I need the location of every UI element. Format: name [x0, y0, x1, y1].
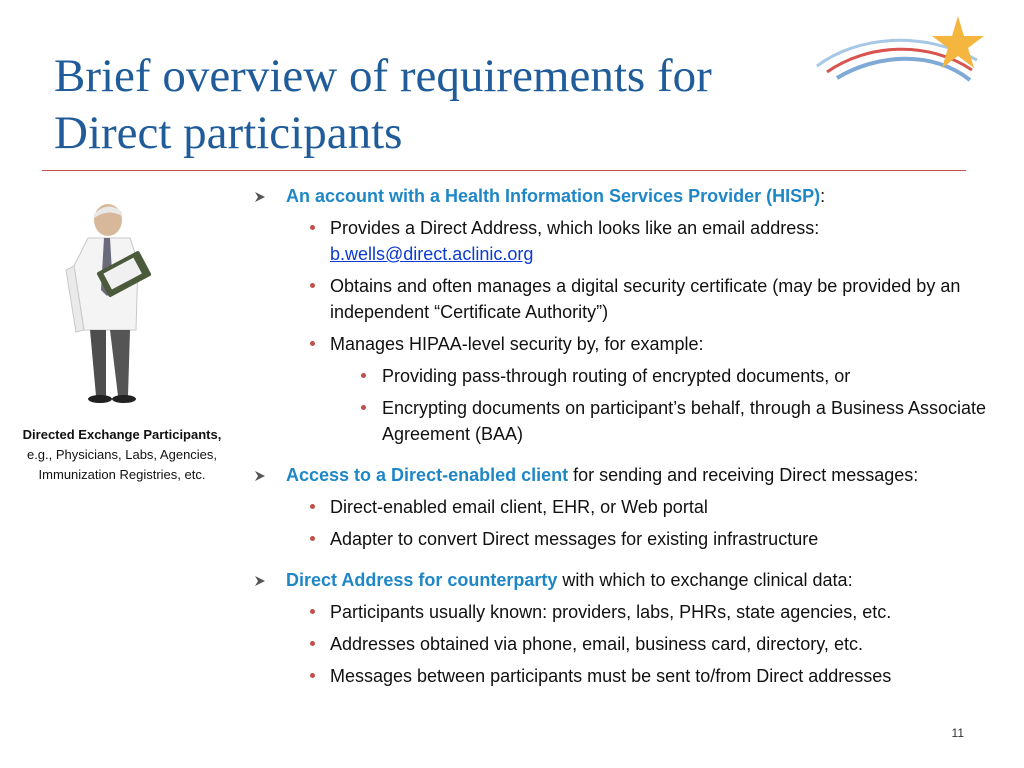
bullet-dot-icon [361, 373, 366, 378]
bullet-dot-icon [361, 405, 366, 410]
section-hisp-account [254, 183, 1014, 447]
section-heading [254, 567, 1014, 593]
heading-accent: Access to a Direct-enabled client [286, 465, 569, 485]
arrow-bullet-icon [254, 470, 266, 482]
slide-title [54, 48, 884, 162]
list-item [254, 215, 1014, 267]
bullet-dot-icon [310, 341, 315, 346]
list-item-text: Participants usually known: providers, labs, PHRs, state agencies, etc. [330, 602, 892, 622]
list-item-text: Adapter to convert Direct messages for existing infrastructure [330, 529, 819, 549]
bullet-dot-icon [310, 673, 315, 678]
bullet-dot-icon [310, 225, 315, 230]
sub-list-item-text: Encrypting documents on participant’s behalf, through a Business Associate Agreement (BAA) [382, 398, 987, 444]
list-item [254, 663, 1014, 689]
list-item-text: Provides a Direct Address, which looks like an email address: [330, 218, 820, 238]
list-item [254, 631, 1014, 657]
star-swoosh-icon [812, 14, 992, 104]
title-line-1: Brief overview of requirements for [54, 50, 712, 102]
arrow-bullet-icon [254, 191, 266, 203]
direct-address-link[interactable]: b.wells@direct.aclinic.org [330, 244, 534, 264]
list-item-text: Manages HIPAA-level security by, for example: [330, 334, 704, 354]
section-counterparty-address [254, 567, 1014, 689]
caption-title: Directed Exchange Participants, [22, 427, 222, 442]
caption-line-2: Immunization Registries, etc. [38, 467, 206, 482]
caption-line-1: e.g., Physicians, Labs, Agencies, [26, 447, 218, 462]
list-item [254, 494, 1014, 520]
title-line-2: Direct participants [54, 107, 403, 159]
list-item-text: Obtains and often manages a digital security certificate (may be provided by an independent “Certificate Authority”) [330, 276, 961, 322]
list-item [254, 599, 1014, 625]
page-number: 11 [951, 726, 964, 740]
section-heading [254, 183, 1014, 209]
list-item-text: Addresses obtained via phone, email, business card, directory, etc. [330, 634, 863, 654]
bullet-dot-icon [310, 641, 315, 646]
sub-list-item-text: Providing pass-through routing of encrypted documents, or [382, 366, 851, 386]
section-heading [254, 462, 1014, 488]
title-divider [42, 170, 966, 171]
heading-suffix: for sending and receiving Direct messages: [568, 465, 919, 485]
heading-accent: Direct Address for counterparty [286, 570, 558, 590]
heading-suffix: with which to exchange clinical data: [557, 570, 853, 590]
list-item [254, 526, 1014, 552]
list-item [254, 273, 1014, 325]
sub-list-item [254, 363, 1014, 389]
arrow-bullet-icon [254, 575, 266, 587]
heading-suffix: : [820, 186, 826, 206]
list-item [254, 331, 1014, 357]
list-item-text: Messages between participants must be sent to/from Direct addresses [330, 666, 892, 686]
heading-accent: An account with a Health Information Services Provider (HISP) [286, 186, 821, 206]
sub-list-item [254, 395, 1014, 447]
image-caption [6, 425, 238, 485]
doctor-with-clipboard-icon [60, 200, 170, 406]
bullet-dot-icon [310, 536, 315, 541]
bullet-dot-icon [310, 504, 315, 509]
slide-content [254, 183, 1014, 689]
bullet-dot-icon [310, 609, 315, 614]
bullet-dot-icon [310, 283, 315, 288]
section-direct-client [254, 462, 1014, 552]
list-item-text: Direct-enabled email client, EHR, or Web portal [330, 497, 708, 517]
